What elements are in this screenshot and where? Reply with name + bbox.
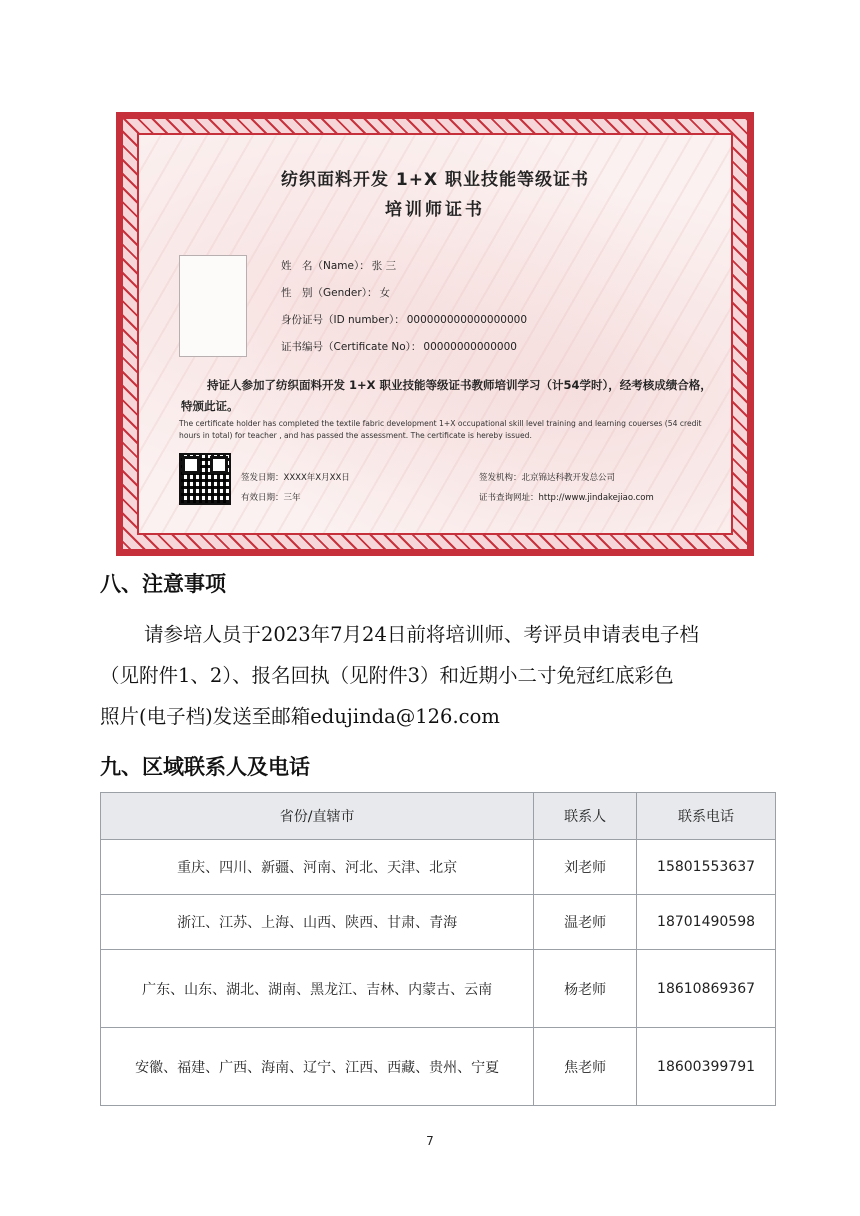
cell-provinces: 浙江、江苏、上海、山西、陕西、甘肃、青海 — [101, 895, 534, 950]
header-phone: 联系电话 — [637, 793, 776, 840]
cell-phone: 18610869367 — [637, 950, 776, 1028]
valid-period: 有效日期：三年 — [241, 493, 301, 503]
field-label: 证书编号（Certificate No）： — [281, 341, 422, 353]
field-value: 张 三 — [371, 260, 397, 272]
query-url: 证书查询网址：http://www.jindakejiao.com — [479, 493, 654, 503]
field-label: 身份证号（ID number）： — [281, 314, 405, 326]
qr-code-icon — [179, 453, 231, 505]
page-number: 7 — [426, 1134, 434, 1148]
table-row — [101, 840, 776, 895]
field-value: 00000000000000 — [423, 341, 517, 353]
paragraph-line: 请参培人员于2023年7月24日前将培训师、考评员申请表电子档 — [144, 623, 699, 646]
field-value: 000000000000000000 — [406, 314, 527, 326]
paragraph-line: 照片(电子档)发送至邮箱edujinda@126.com — [100, 705, 500, 728]
section8-paragraph — [100, 614, 780, 737]
table-header-row — [101, 793, 776, 840]
photo-placeholder — [179, 255, 247, 357]
table-row — [101, 950, 776, 1028]
cell-contact: 刘老师 — [534, 840, 637, 895]
certificate-border — [123, 119, 747, 549]
table-row — [101, 1028, 776, 1106]
certificate-subtitle: 培训师证书 — [385, 200, 485, 220]
field-gender — [281, 285, 390, 300]
cell-provinces: 广东、山东、湖北、湖南、黑龙江、吉林、内蒙古、云南 — [101, 950, 534, 1028]
field-label: 姓 名（Name）： — [281, 260, 370, 272]
statement-english: The certificate holder has completed the textile fabric development 1+X occupational skill level training and learning couerses (54 credit hours in total) for teacher , and has passed the assessment. The certificate is hereby issued. — [179, 419, 702, 440]
statement-chinese: 持证人参加了纺织面料开发 1+X 职业技能等级证书教师培训学习（计54学时），经考核成绩合格，特颁此证。 — [181, 378, 712, 413]
issuer: 签发机构：北京锦达科教开发总公司 — [479, 473, 616, 483]
cell-contact: 杨老师 — [534, 950, 637, 1028]
certificate-body — [137, 133, 733, 535]
cell-provinces: 安徽、福建、广西、海南、辽宁、江西、西藏、贵州、宁夏 — [101, 1028, 534, 1106]
certificate-title: 纺织面料开发 1+X 职业技能等级证书 — [280, 170, 590, 190]
certificate-image — [116, 112, 754, 556]
table-row — [101, 895, 776, 950]
section9-heading: 九、区域联系人及电话 — [100, 755, 310, 779]
cell-phone: 15801553637 — [637, 840, 776, 895]
field-label: 性 别（Gender）： — [281, 287, 378, 299]
cell-phone: 18701490598 — [637, 895, 776, 950]
paragraph-line: （见附件1、2）、报名回执（见附件3）和近期小二寸免冠红底彩色 — [100, 664, 674, 687]
section8-heading: 八、注意事项 — [100, 572, 226, 596]
cell-provinces: 重庆、四川、新疆、河南、河北、天津、北京 — [101, 840, 534, 895]
field-value: 女 — [379, 287, 390, 299]
field-id-number — [281, 312, 527, 327]
field-certificate-no — [281, 339, 517, 354]
contacts-table — [100, 792, 776, 1106]
issue-date: 签发日期：XXXX年X月XX日 — [241, 473, 350, 483]
cell-contact: 焦老师 — [534, 1028, 637, 1106]
cell-contact: 温老师 — [534, 895, 637, 950]
field-name — [281, 258, 396, 273]
cell-phone: 18600399791 — [637, 1028, 776, 1106]
header-province: 省份/直辖市 — [101, 793, 534, 840]
header-contact: 联系人 — [534, 793, 637, 840]
